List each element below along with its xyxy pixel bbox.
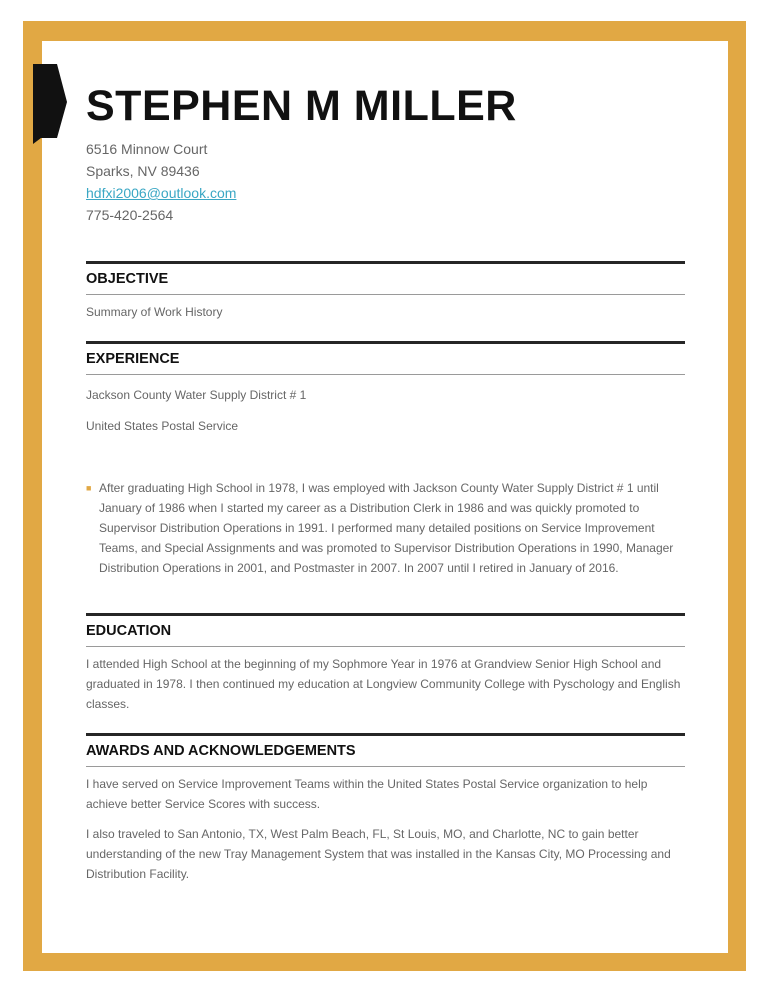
education-section — [86, 613, 685, 714]
phone-number: 775-420-2564 — [86, 207, 174, 223]
objective-text: Summary of Work History — [86, 305, 223, 319]
header-tab-marker — [33, 64, 67, 144]
objective-section — [86, 261, 685, 322]
awards-heading: AWARDS AND ACKNOWLEDGEMENTS — [86, 733, 685, 767]
address-line-2: Sparks, NV 89436 — [86, 163, 200, 179]
awards-paragraph-2: I also traveled to San Antonio, TX, West Palm Beach, FL, St Louis, MO, and Charlotte, NC to gain better understanding of the new Tray Management System that was installed in the Kansas City, MO Processing and Distribution Facility. — [86, 827, 671, 881]
experience-heading: EXPERIENCE — [86, 341, 685, 375]
experience-bullet-text: After graduating High School in 1978, I was employed with Jackson County Water Supply District # 1 until January of 1986 when I started my career as a Distribution Clerk in 1986 and was quickly promoted to Supervisor Distribution Operations in 1991. I performed many detailed positions on Service Improvement Teams, and Special Assignments and was promoted to Supervisor Distribution Operations in 1990, Manager Distribution Operations in 2001, and Postmaster in 2007. In 2007 until I retired in January of 2016. — [99, 481, 674, 575]
address-line-1: 6516 Minnow Court — [86, 141, 208, 157]
objective-heading: OBJECTIVE — [86, 261, 685, 295]
square-bullet-icon: ■ — [86, 483, 92, 493]
candidate-name: STEPHEN M MILLER — [86, 82, 517, 130]
experience-bullet — [86, 478, 685, 578]
awards-paragraph-1: I have served on Service Improvement Teams within the United States Postal Service organization to help achieve better Service Scores with success. — [86, 777, 648, 811]
awards-section — [86, 733, 685, 884]
employer-2: United States Postal Service — [86, 419, 239, 433]
email-link[interactable]: hdfxi2006@outlook.com — [86, 185, 237, 201]
employer-1: Jackson County Water Supply District # 1 — [86, 388, 307, 402]
experience-section — [86, 341, 685, 578]
contact-block — [86, 138, 236, 226]
education-heading: EDUCATION — [86, 613, 685, 647]
education-text: I attended High School at the beginning of my Sophmore Year in 1976 at Grandview Senior High School and graduated in 1978. I then continued my education at Longview Community College with Pyschology and English classes. — [86, 657, 681, 711]
